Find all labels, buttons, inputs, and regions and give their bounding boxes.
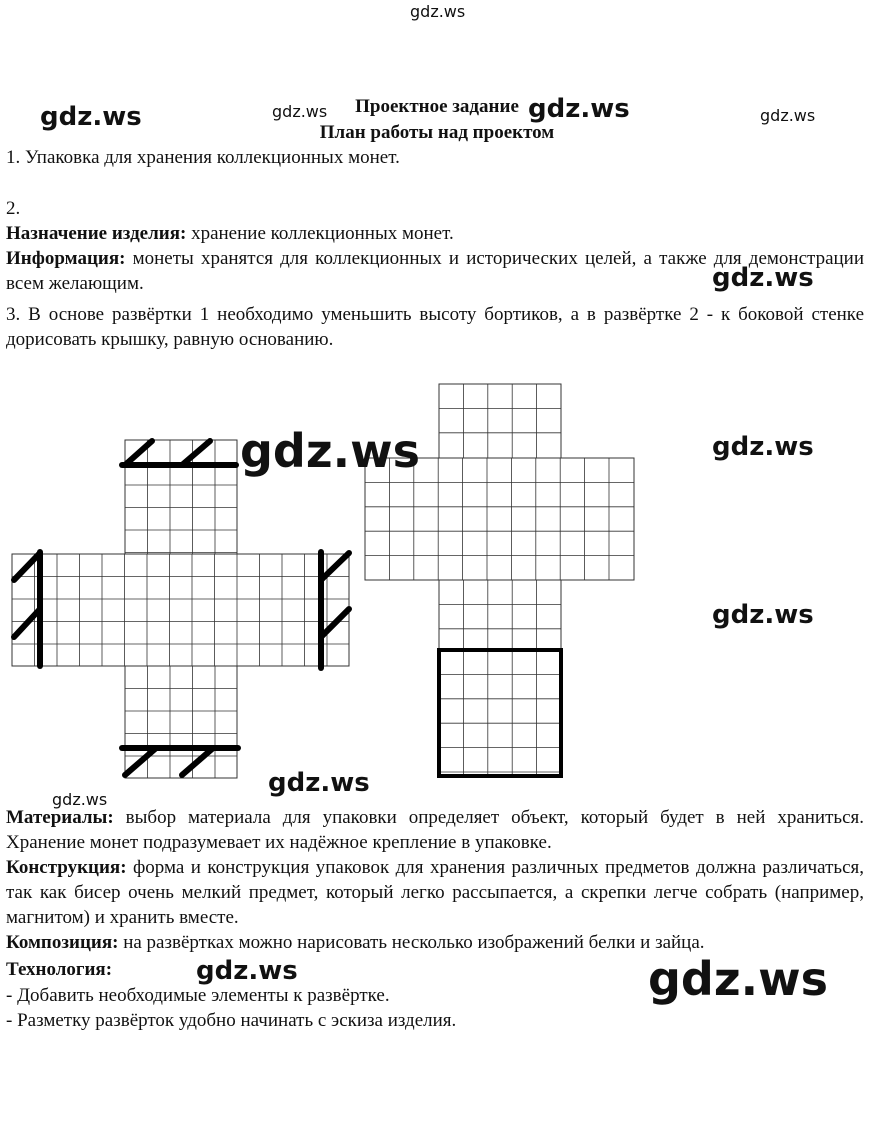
composition-label: Композиция: — [6, 932, 119, 953]
grid-panel — [125, 440, 237, 554]
watermark: gdz.ws — [196, 956, 298, 986]
lid-panel — [439, 650, 561, 776]
step-3: 3. В основе развёртки 1 необходимо уменьшить высоту бортиков, а в развёртке 2 - к боковой стенке дорисовать крышку, равную основанию. — [6, 304, 864, 350]
technology-label: Технология: — [6, 959, 113, 980]
watermark: gdz.ws — [712, 600, 814, 630]
composition-text: на развёртках можно нарисовать несколько изображений белки и зайца. — [118, 932, 705, 953]
technology-item-1: - Добавить необходимые элементы к развёртке. — [6, 985, 390, 1006]
watermark: gdz.ws — [40, 102, 142, 132]
materials-text: выбор материала для упаковки определяет объект, который будет в ней храниться. Хранение монет подразумевает их надёжное крепление в упаковке. — [6, 807, 864, 853]
grid-panel — [12, 554, 349, 666]
thick-mark — [321, 553, 349, 580]
grid-panel — [439, 650, 561, 776]
grid-panel — [439, 580, 561, 650]
materials-paragraph — [6, 805, 864, 855]
watermark: gdz.ws — [528, 94, 630, 124]
watermark: gdz.ws — [712, 263, 814, 293]
purpose-text: хранение коллекционных монет. — [186, 223, 454, 244]
watermark: gdz.ws — [760, 106, 816, 125]
page-subtitle: План работы над проектом — [319, 122, 555, 143]
construction-label: Конструкция: — [6, 857, 127, 878]
construction-text: форма и конструкция упаковок для хранения различных предметов должна различаться, так как бисер очень мелкий предмет, который легко рассыпается, а скрепки легче собрать (например, магнитом) и хранить вместе. — [6, 857, 864, 928]
technology-item-2: - Разметку развёрток удобно начинать с эскиза изделия. — [6, 1010, 457, 1031]
thick-mark — [321, 609, 349, 637]
watermark: gdz.ws — [272, 102, 328, 121]
thick-marks — [14, 441, 561, 776]
watermark: gdz.ws — [240, 424, 420, 478]
construction-paragraph — [6, 855, 864, 930]
watermark: gdz.ws — [410, 2, 466, 21]
thick-mark — [14, 553, 40, 580]
page-title: Проектное задание — [355, 96, 519, 117]
materials-label: Материалы: — [6, 807, 114, 828]
grid-panel — [439, 384, 561, 458]
watermark: gdz.ws — [648, 952, 828, 1006]
thick-mark — [125, 441, 152, 465]
watermark: gdz.ws — [268, 768, 370, 798]
step-2: 2. — [6, 198, 21, 219]
watermark: gdz.ws — [52, 790, 108, 809]
unfolding-1 — [12, 440, 349, 778]
info-label: Информация: — [6, 248, 126, 269]
purpose-label: Назначение изделия: — [6, 223, 187, 244]
thick-mark — [14, 609, 40, 637]
thick-mark — [182, 441, 210, 465]
watermark: gdz.ws — [712, 432, 814, 462]
thick-mark — [125, 749, 155, 775]
info-text: монеты хранятся для коллекционных и исторических целей, а также для демонстрации всем желающим. — [6, 248, 864, 294]
step-1: 1. Упаковка для хранения коллекционных монет. — [6, 147, 400, 168]
thick-mark — [182, 749, 212, 775]
